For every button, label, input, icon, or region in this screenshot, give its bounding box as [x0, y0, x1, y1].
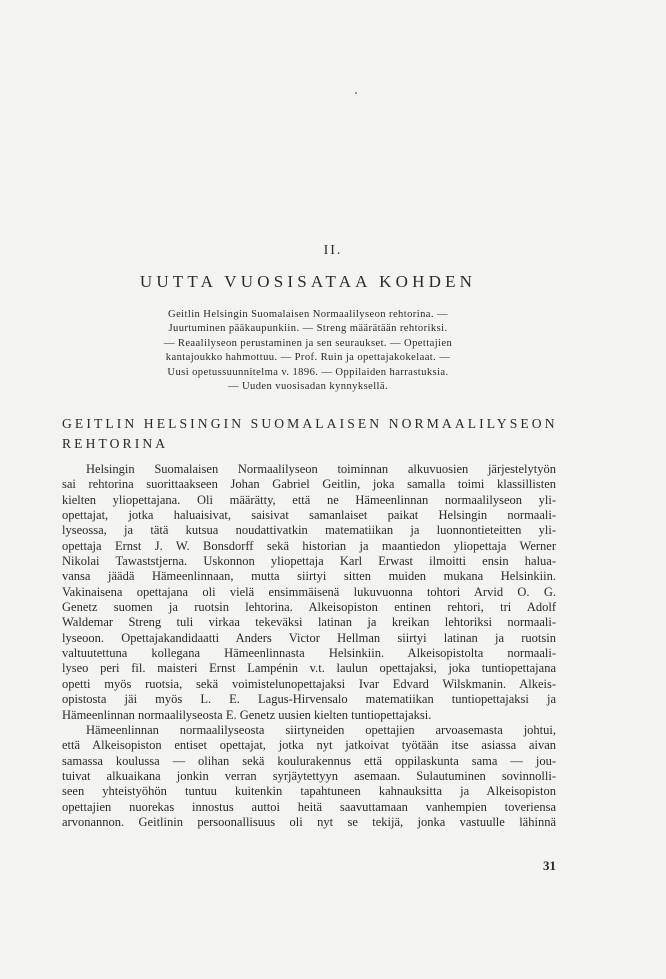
text-line: lyseoon. Opettajakandidaatti Anders Victor Hellman siirtyi latinan ja ruotsin	[62, 630, 556, 645]
text-line: että Alkeisopiston entiset opettajat, jotka nyt jatkoivat työtään itse asiassa aivan	[62, 738, 556, 753]
chapter-title: UUTTA VUOSISATAA KOHDEN	[139, 272, 477, 291]
text-line: Genetz suomen ja ruotsin lehtorina. Alkeisopiston entinen rehtori, tri Adolf	[62, 600, 556, 615]
text-line: opistosta jäi myös L. E. Lagus-Hirvensalo matematiikan tuntiopettajaksi ja	[62, 692, 556, 707]
text-line: vansa jäädä Hämeenlinnaan, mutta siirtyi sitten muiden mukana Helsinkiin.	[62, 569, 556, 584]
text-line: tuivat alkuaikana jonkin verran syrjäytettyyn asemaan. Sulautuminen sovinnolli-	[62, 768, 556, 783]
synopsis-line: Uusi opetussuunnitelma v. 1896. — Oppilaiden harrastuksia.	[167, 366, 449, 378]
text-line: valtuutettuna kollegana Hämeenlinnasta Helsinkiin. Alkeisopistolta normaali-	[62, 646, 556, 661]
synopsis-line: Geitlin Helsingin Suomalaisen Normaalilyseon rehtorina. —	[168, 309, 448, 320]
chapter-synopsis	[0, 308, 616, 394]
synopsis-line: Juurtuminen pääkaupunkiin. — Streng määrätään rehtoriksi.	[168, 323, 448, 335]
text-line: Vakinaisena opettajana oli vielä ensimmäisenä lukuvuonna tohtori Arvid O. G.	[62, 584, 556, 599]
text-line: lyseossa, ja tätä kutsua noudattivatkin matematiikan ja luonnontieteitten yli-	[62, 523, 556, 538]
synopsis-line: — Uuden vuosisadan kynnyksellä.	[227, 381, 389, 393]
body-text	[62, 462, 556, 830]
synopsis-line: — Reaalilyseon perustaminen ja sen seuraukset. — Opettajien	[163, 337, 453, 349]
section-heading-line: GEITLIN HELSINGIN SUOMALAISEN NORMAALILYSEON	[62, 416, 558, 431]
text-line: Waldemar Streng tuli virkaa tekeväksi latinan ja kreikan lehtoriksi normaali-	[62, 615, 556, 630]
text-line: Nikolai Tawaststjerna. Uskonnon yliopettaja Karl Erwast ilmoitti ensin halua-	[62, 554, 556, 569]
synopsis-line: kantajoukko hahmottuu. — Prof. Ruin ja opettajakokelaat. —	[165, 352, 451, 364]
text-line: samassa koulussa — olihan sekä koulurakennus että oppilaskunta sama — jou-	[62, 753, 556, 768]
text-line: opettajat, jotka haluaisivat, saisivat samanlaiset paikat Helsingin normaali-	[62, 508, 556, 523]
section-heading	[62, 414, 562, 454]
text-line: lyseo peri fil. maisteri Ernst Lampénin v.t. laulun opettajaksi, joka tuntiopettajana	[62, 661, 556, 676]
text-line: opettajien nuorekas innostus auttoi heitä saavuttamaan vanhempien toveriensa	[62, 799, 556, 814]
page-number: 31	[543, 858, 556, 873]
text-line: Hämeenlinnan normaalilyseosta siirtyneiden opettajien arvoasemasta johtui,	[86, 722, 556, 737]
text-line: Hämeenlinnan normaalilyseosta E. Genetz uusien kielten tuntiopettajaksi.	[62, 707, 432, 722]
text-line: arvonannon. Geitlinin persoonallisuus oli nyt se tekijä, jonka vastuulle lähinnä	[62, 814, 556, 829]
chapter-number: II.	[323, 243, 343, 258]
text-line: opetti myös ruotsia, sekä voimistelunopettajaksi Ivar Edvard Wilskmanin. Alkeis-	[62, 676, 556, 691]
section-heading-line: REHTORINA	[62, 436, 169, 451]
text-line: Helsingin Suomalaisen Normaalilyseon toiminnan alkuvuosien järjestelytyön	[86, 462, 556, 476]
text-line: opettaja Ernst J. W. Bonsdorff sekä historian ja maantiedon yliopettaja Werner	[62, 538, 556, 553]
speck	[355, 92, 357, 94]
text-line: kielten yliopettajana. Oli määrätty, että ne Hämeenlinnan normaalilyseon yli-	[62, 492, 556, 507]
text-line: sai rehtorina suorittaakseen Johan Gabriel Geitlin, joka samalla toimi klassillisten	[62, 477, 556, 492]
text-line: seen yhteistyöhön tuntuu kuitenkin tapahtuneen kahnauksitta ja Alkeisopiston	[62, 784, 556, 799]
